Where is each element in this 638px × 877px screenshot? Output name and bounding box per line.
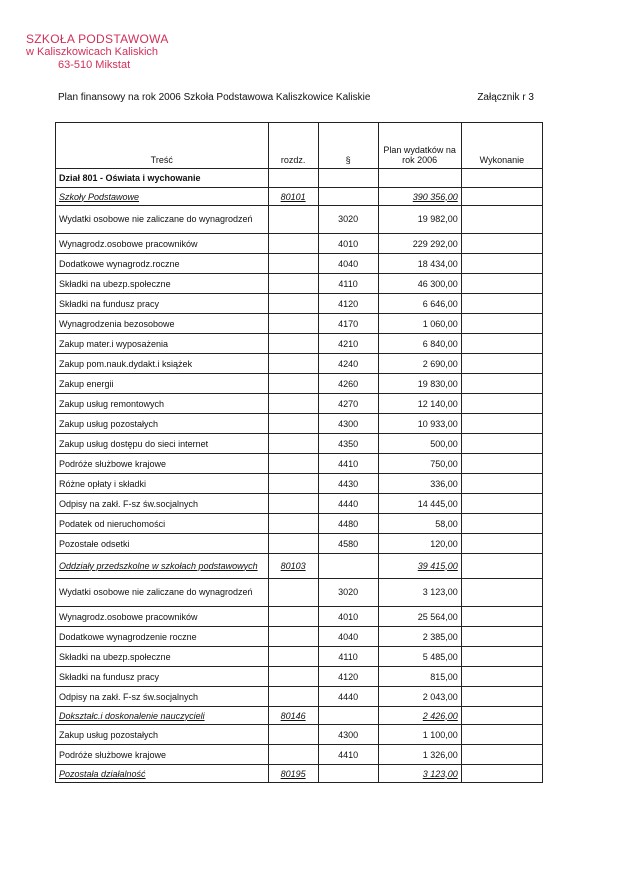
row-wykonanie-cell [461,188,542,206]
row-paragraf-cell: 4260 [318,374,378,394]
row-name-cell: Zakup usług dostępu do sieci internet [56,434,269,454]
row-wykonanie-cell [461,254,542,274]
row-paragraf-cell: 4300 [318,725,378,745]
row-name-cell: Wydatki osobowe nie zaliczane do wynagrodzeń [56,579,269,607]
row-name-cell: Różne opłaty i składki [56,474,269,494]
row-name-cell: Oddziały przedszkolne w szkołach podstawowych [56,554,269,579]
table-cell [268,169,318,188]
row-rozdz-cell [268,374,318,394]
row-plan-cell: 3 123,00 [378,765,461,783]
row-paragraf-cell: 3020 [318,206,378,234]
table-row [56,454,543,474]
row-plan-cell: 750,00 [378,454,461,474]
table-row [56,494,543,514]
subsection-row [56,188,543,206]
row-rozdz-cell [268,514,318,534]
row-wykonanie-cell [461,274,542,294]
table-row [56,434,543,454]
row-rozdz-cell [268,627,318,647]
subsection-row [56,765,543,783]
row-rozdz-cell [268,434,318,454]
table-header-row [56,123,543,169]
row-rozdz-cell [268,454,318,474]
section-title: Dział 801 - Oświata i wychowanie [56,169,269,188]
stamp-line-school: SZKOŁA PODSTAWOWA [26,32,169,46]
row-paragraf-cell: 3020 [318,579,378,607]
table-row [56,394,543,414]
column-header-tresc: Treść [56,123,269,169]
row-name-cell: Zakup pom.nauk.dydakt.i książek [56,354,269,374]
row-paragraf-cell: 4170 [318,314,378,334]
row-wykonanie-cell [461,579,542,607]
table-row [56,354,543,374]
row-plan-cell: 1 326,00 [378,745,461,765]
row-name-cell: Zakup usług remontowych [56,394,269,414]
row-rozdz-cell [268,314,318,334]
row-plan-cell: 46 300,00 [378,274,461,294]
row-wykonanie-cell [461,765,542,783]
row-wykonanie-cell [461,745,542,765]
section-row-dzial [56,169,543,188]
row-name-cell: Dokształc.i doskonalenie nauczycieli [56,707,269,725]
row-name-cell: Odpisy na zakł. F-sz św.socjalnych [56,494,269,514]
row-plan-cell: 120,00 [378,534,461,554]
row-name-cell: Szkoły Podstawowe [56,188,269,206]
row-plan-cell: 12 140,00 [378,394,461,414]
row-wykonanie-cell [461,474,542,494]
table-row [56,474,543,494]
row-name-cell: Składki na ubezp.społeczne [56,647,269,667]
table-row [56,745,543,765]
row-paragraf-cell: 4010 [318,607,378,627]
row-rozdz-cell [268,534,318,554]
row-name-cell: Składki na ubezp.społeczne [56,274,269,294]
table-row [56,294,543,314]
table-row [56,374,543,394]
table-body [56,169,543,783]
table-row [56,334,543,354]
row-wykonanie-cell [461,514,542,534]
column-header-rozdz: rozdz. [268,123,318,169]
row-paragraf-cell: 4110 [318,274,378,294]
row-rozdz-cell: 80103 [268,554,318,579]
row-rozdz-cell [268,647,318,667]
table-cell [378,169,461,188]
row-name-cell: Podróże służbowe krajowe [56,454,269,474]
row-plan-cell: 500,00 [378,434,461,454]
row-wykonanie-cell [461,707,542,725]
row-plan-cell: 2 043,00 [378,687,461,707]
table-row [56,274,543,294]
row-name-cell: Dodatkowe wynagrodzenie roczne [56,627,269,647]
row-wykonanie-cell [461,494,542,514]
row-plan-cell: 1 100,00 [378,725,461,745]
row-wykonanie-cell [461,687,542,707]
row-wykonanie-cell [461,627,542,647]
row-plan-cell: 14 445,00 [378,494,461,514]
table-row [56,607,543,627]
row-rozdz-cell [268,394,318,414]
row-rozdz-cell [268,745,318,765]
row-plan-cell: 18 434,00 [378,254,461,274]
row-paragraf-cell [318,765,378,783]
row-rozdz-cell [268,687,318,707]
row-paragraf-cell: 4110 [318,647,378,667]
column-header-wykonanie: Wykonanie [461,123,542,169]
row-wykonanie-cell [461,534,542,554]
row-rozdz-cell [268,667,318,687]
row-wykonanie-cell [461,334,542,354]
row-rozdz-cell [268,579,318,607]
row-name-cell: Składki na fundusz pracy [56,667,269,687]
row-paragraf-cell [318,707,378,725]
row-name-cell: Wynagrodz.osobowe pracowników [56,607,269,627]
row-name-cell: Pozostałe odsetki [56,534,269,554]
row-name-cell: Zakup mater.i wyposażenia [56,334,269,354]
row-rozdz-cell [268,607,318,627]
row-rozdz-cell [268,294,318,314]
row-paragraf-cell [318,188,378,206]
table-row [56,206,543,234]
row-name-cell: Zakup usług pozostałych [56,414,269,434]
row-wykonanie-cell [461,607,542,627]
row-plan-cell: 3 123,00 [378,579,461,607]
table-row [56,687,543,707]
row-plan-cell: 58,00 [378,514,461,534]
row-plan-cell: 25 564,00 [378,607,461,627]
row-name-cell: Zakup usług pozostałych [56,725,269,745]
row-name-cell: Wynagrodz.osobowe pracowników [56,234,269,254]
row-plan-cell: 815,00 [378,667,461,687]
row-wykonanie-cell [461,414,542,434]
row-plan-cell: 39 415,00 [378,554,461,579]
row-rozdz-cell [268,334,318,354]
document-title: Plan finansowy na rok 2006 Szkoła Podstawowa Kaliszkowice Kaliskie [58,92,371,103]
row-paragraf-cell: 4350 [318,434,378,454]
row-plan-cell: 6 840,00 [378,334,461,354]
row-plan-cell: 19 830,00 [378,374,461,394]
row-paragraf-cell: 4440 [318,687,378,707]
row-paragraf-cell: 4040 [318,627,378,647]
row-paragraf-cell: 4480 [318,514,378,534]
row-plan-cell: 5 485,00 [378,647,461,667]
row-name-cell: Wynagrodzenia bezosobowe [56,314,269,334]
stamp-line-postcode: 63-510 Mikstat [58,59,131,71]
row-rozdz-cell [268,354,318,374]
subsection-row [56,707,543,725]
row-plan-cell: 2 426,00 [378,707,461,725]
row-wykonanie-cell [461,454,542,474]
row-rozdz-cell: 80101 [268,188,318,206]
row-wykonanie-cell [461,206,542,234]
row-wykonanie-cell [461,294,542,314]
table-row [56,534,543,554]
row-paragraf-cell: 4440 [318,494,378,514]
row-plan-cell: 2 690,00 [378,354,461,374]
table-row [56,314,543,334]
row-paragraf-cell: 4120 [318,667,378,687]
row-name-cell: Pozostała działalność [56,765,269,783]
row-name-cell: Odpisy na zakł. F-sz św.socjalnych [56,687,269,707]
row-paragraf-cell: 4430 [318,474,378,494]
row-name-cell: Podatek od nieruchomości [56,514,269,534]
table-row [56,514,543,534]
row-wykonanie-cell [461,234,542,254]
row-name-cell: Składki na fundusz pracy [56,294,269,314]
table-row [56,627,543,647]
row-plan-cell: 390 356,00 [378,188,461,206]
row-paragraf-cell: 4010 [318,234,378,254]
row-wykonanie-cell [461,394,542,414]
row-paragraf-cell: 4580 [318,534,378,554]
stamp-line-location: w Kaliszkowicach Kaliskich [26,46,159,58]
row-rozdz-cell [268,414,318,434]
annex-label: Załącznik r 3 [477,92,534,103]
row-wykonanie-cell [461,647,542,667]
row-wykonanie-cell [461,314,542,334]
row-wykonanie-cell [461,667,542,687]
row-paragraf-cell: 4210 [318,334,378,354]
column-header-plan: Plan wydatków na rok 2006 [378,123,461,169]
row-paragraf-cell: 4040 [318,254,378,274]
table-cell [461,169,542,188]
row-paragraf-cell: 4240 [318,354,378,374]
row-name-cell: Podróże służbowe krajowe [56,745,269,765]
row-rozdz-cell [268,494,318,514]
table-row [56,647,543,667]
row-rozdz-cell: 80195 [268,765,318,783]
row-name-cell: Dodatkowe wynagrodz.roczne [56,254,269,274]
table-row [56,414,543,434]
row-plan-cell: 229 292,00 [378,234,461,254]
row-paragraf-cell: 4410 [318,454,378,474]
table-row [56,234,543,254]
row-paragraf-cell: 4270 [318,394,378,414]
table-row [56,579,543,607]
school-stamp [26,33,169,72]
table-row [56,254,543,274]
row-name-cell: Zakup energii [56,374,269,394]
row-plan-cell: 1 060,00 [378,314,461,334]
row-rozdz-cell [268,274,318,294]
row-wykonanie-cell [461,554,542,579]
row-wykonanie-cell [461,434,542,454]
table-row [56,725,543,745]
row-rozdz-cell [268,206,318,234]
row-rozdz-cell [268,474,318,494]
row-plan-cell: 19 982,00 [378,206,461,234]
row-rozdz-cell [268,234,318,254]
subsection-row [56,554,543,579]
row-plan-cell: 10 933,00 [378,414,461,434]
row-rozdz-cell: 80146 [268,707,318,725]
table-row [56,667,543,687]
row-paragraf-cell [318,554,378,579]
row-plan-cell: 6 646,00 [378,294,461,314]
row-plan-cell: 2 385,00 [378,627,461,647]
row-name-cell: Wydatki osobowe nie zaliczane do wynagrodzeń [56,206,269,234]
column-header-paragraf: § [318,123,378,169]
row-rozdz-cell [268,725,318,745]
row-rozdz-cell [268,254,318,274]
row-paragraf-cell: 4300 [318,414,378,434]
financial-plan-table [55,122,543,783]
table-cell [318,169,378,188]
row-plan-cell: 336,00 [378,474,461,494]
row-wykonanie-cell [461,725,542,745]
row-wykonanie-cell [461,354,542,374]
row-paragraf-cell: 4120 [318,294,378,314]
row-wykonanie-cell [461,374,542,394]
row-paragraf-cell: 4410 [318,745,378,765]
